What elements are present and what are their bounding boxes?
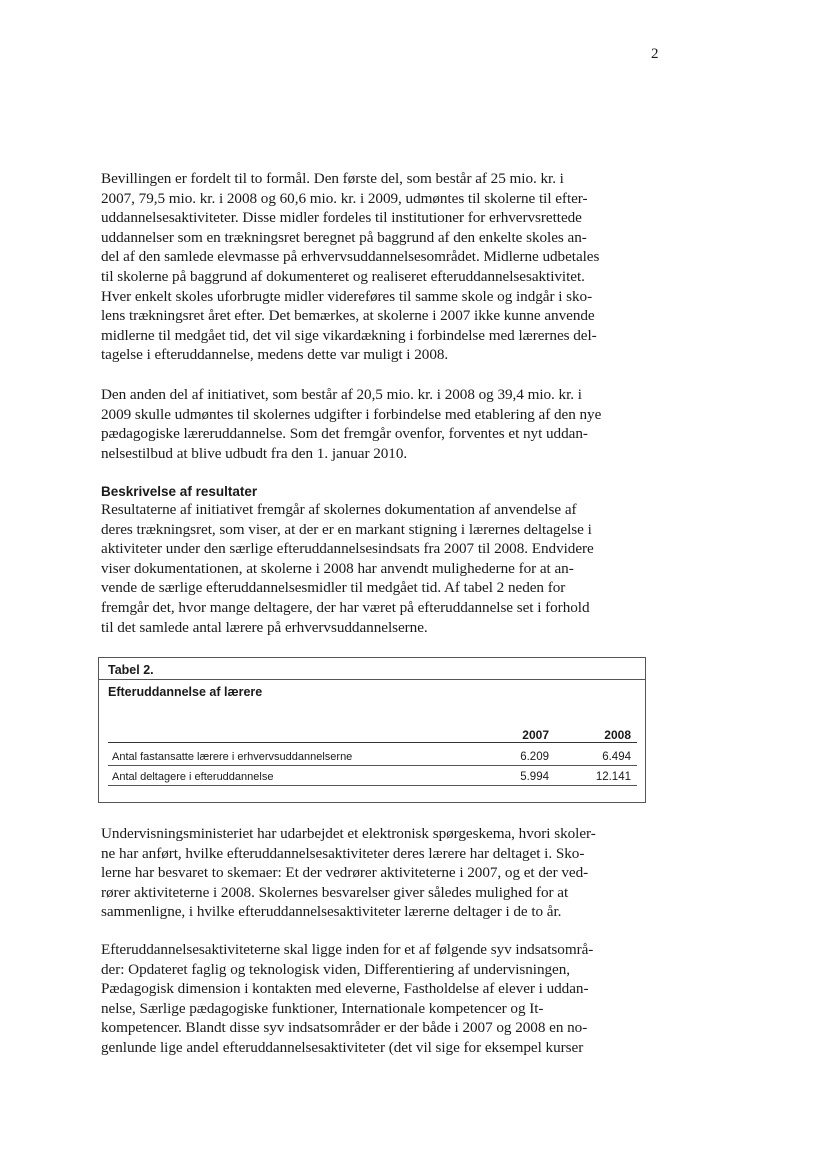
- paragraph-funding: [101, 169, 641, 365]
- text-line: deres trækningsret, som viser, at der er en markant stigning i lærernes deltagelse i: [101, 520, 592, 538]
- table-row-label: Antal fastansatte lærere i erhvervsuddannelserne: [112, 751, 353, 763]
- paragraph-results: [101, 500, 641, 637]
- table-cell: 12.141: [595, 771, 631, 783]
- text-line: rører aktiviteterne i 2008. Skolernes besvarelser giver således mulighed for at: [101, 883, 569, 901]
- text-line: Efteruddannelsesaktiviteterne skal ligge inden for et af følgende syv indsatsområ-: [101, 941, 594, 958]
- text-line: vende de særlige efteruddannelsesmidler til medgået tid. Af tabel 2 neden for: [101, 579, 566, 597]
- text-line: Pædagogisk dimension i kontakten med eleverne, Fastholdelse af elever i uddan-: [101, 980, 589, 998]
- text-line: nelse, Særlige pædagogiske funktioner, Internationale kompetencer og It-: [101, 999, 544, 1017]
- table-label: Tabel 2.: [108, 663, 154, 677]
- text-line: viser dokumentationen, at skolerne i 2008 har anvendt mulighederne for at an-: [101, 559, 574, 577]
- text-line: fremgår det, hvor mange deltagere, der har været på efteruddannelse set i forhold: [101, 598, 590, 616]
- text-line: tagelse i efteruddannelse, medens dette var muligt i 2008.: [101, 346, 449, 364]
- text-line: lerne har besvaret to skemaer: Et der vedrører aktiviteterne i 2007, og et der ved-: [101, 864, 589, 882]
- text-line: der: Opdateret faglig og teknologisk viden, Differentiering af undervisningen,: [101, 960, 571, 978]
- text-line: aktiviteter under den særlige efteruddannelsesindsats fra 2007 til 2008. Endvidere: [101, 540, 594, 558]
- paragraph-focus-areas: [101, 940, 641, 1058]
- page-number: 2: [651, 46, 659, 62]
- table-cell: 5.994: [520, 771, 549, 783]
- table-title: Efteruddannelse af lærere: [108, 685, 263, 699]
- table-cell: 6.209: [520, 751, 549, 763]
- paragraph-questionnaire: [101, 824, 641, 922]
- text-line: del af den samlede elevmasse på erhvervsuddannelsesområdet. Midlerne udbetales: [101, 248, 600, 266]
- text-line: Undervisningsministeriet har udarbejdet et elektronisk spørgeskema, hvori skoler-: [101, 825, 596, 842]
- text-line: genlunde lige andel efteruddannelsesaktiviteter (det vil sige for eksempel kurser: [101, 1038, 584, 1056]
- text-line: nelsestilbud at blive udbudt fra den 1. januar 2010.: [101, 444, 408, 462]
- text-line: kompetencer. Blandt disse syv indsatsområder er der både i 2007 og 2008 en no-: [101, 1019, 588, 1037]
- paragraph-second-part: [101, 385, 641, 463]
- table-row-label: Antal deltagere i efteruddannelse: [112, 771, 274, 783]
- text-line: pædagogiske læreruddannelse. Som det fremgår ovenfor, forventes et nyt uddan-: [101, 425, 588, 443]
- text-line: midlerne til medgået tid, det vil sige vikardækning i forbindelse med lærernes del-: [101, 326, 597, 344]
- text-line: 2009 skulle udmøntes til skolernes udgifter i forbindelse med etablering af den nye: [101, 405, 602, 423]
- text-line: Hver enkelt skoles uforbrugte midler videreføres til samme skole og indgår i sko-: [101, 287, 593, 305]
- text-line: til skolerne på baggrund af dokumenteret og realiseret efteruddannelsesaktivitet.: [101, 267, 585, 285]
- text-line: til det samlede antal lærere på erhvervsuddannelserne.: [101, 618, 428, 636]
- column-header-2007: 2007: [522, 728, 549, 742]
- divider: [108, 765, 637, 766]
- column-header-2008: 2008: [604, 728, 631, 742]
- text-line: Den anden del af initiativet, som består af 20,5 mio. kr. i 2008 og 39,4 mio. kr. i: [101, 386, 582, 403]
- section-heading: Beskrivelse af resultater: [101, 484, 258, 499]
- text-line: Bevillingen er fordelt til to formål. Den første del, som består af 25 mio. kr. i: [101, 170, 564, 187]
- text-line: Resultaterne af initiativet fremgår af skolernes dokumentation af anvendelse af: [101, 501, 577, 518]
- text-line: sammenligne, i hvilke efteruddannelsesaktiviteter lærerne deltager i de to år.: [101, 903, 562, 921]
- text-line: 2007, 79,5 mio. kr. i 2008 og 60,6 mio. kr. i 2009, udmøntes til skolerne til efter-: [101, 189, 588, 207]
- text-line: ne har anført, hvilke efteruddannelsesaktiviteter deres lærere har deltaget i. Sko-: [101, 844, 585, 862]
- text-line: uddannelser som en trækningsret beregnet på baggrund af den enkelte skoles an-: [101, 228, 587, 246]
- table-cell: 6.494: [602, 751, 631, 763]
- divider: [108, 785, 637, 786]
- text-line: lens trækningsret året efter. Det bemærkes, at skolerne i 2007 ikke kunne anvende: [101, 307, 595, 325]
- text-line: uddannelsesaktiviteter. Disse midler fordeles til institutioner for erhvervsrettede: [101, 209, 582, 227]
- divider: [99, 679, 645, 680]
- table-2: [98, 657, 646, 803]
- divider: [108, 742, 637, 743]
